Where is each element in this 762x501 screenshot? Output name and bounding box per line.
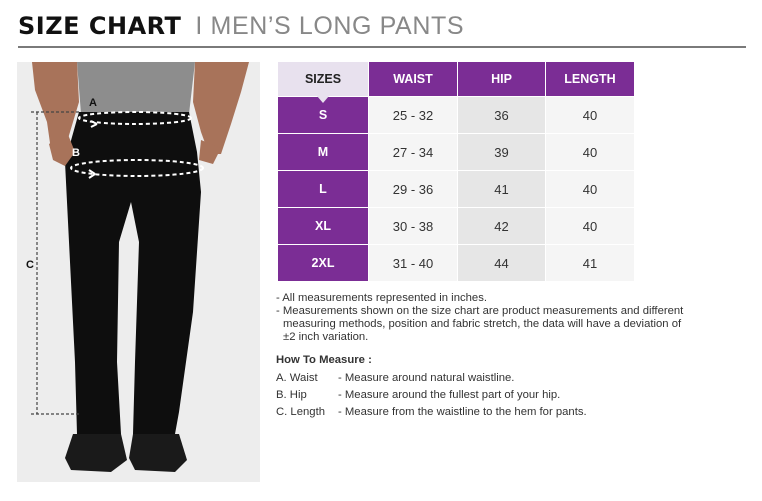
- pants-model-illustration: [17, 62, 260, 482]
- label-b: B: [72, 147, 80, 159]
- page-header: [18, 12, 464, 46]
- hip-cell: 41: [458, 171, 546, 208]
- hip-cell: 39: [458, 134, 546, 171]
- measure-text: - Measure around natural waistline.: [338, 372, 515, 384]
- left-shoe-shape: [65, 434, 127, 472]
- table-row: [278, 97, 635, 134]
- size-cell: L: [278, 171, 369, 208]
- title-divider: [18, 46, 746, 48]
- how-to-measure-list: [276, 372, 587, 423]
- table-row: [278, 171, 635, 208]
- measure-key: B. Hip: [276, 389, 307, 401]
- length-cell: 41: [546, 245, 635, 282]
- caret-icon: [317, 96, 329, 103]
- size-cell: M: [278, 134, 369, 171]
- length-cell: 40: [546, 97, 635, 134]
- hip-cell: 36: [458, 97, 546, 134]
- hip-cell: 44: [458, 245, 546, 282]
- how-to-measure-title: How To Measure :: [276, 354, 372, 366]
- header-hip: HIP: [458, 62, 546, 97]
- note-line: measuring methods, position and fabric stretch, the data will have a deviation of: [283, 318, 682, 330]
- table-row: [278, 245, 635, 282]
- table-row: [278, 208, 635, 245]
- measurement-notes: [276, 292, 746, 344]
- note-line: - Measurements shown on the size chart are product measurements and different: [276, 305, 684, 317]
- size-cell: XL: [278, 208, 369, 245]
- label-c: C: [26, 259, 34, 271]
- page-title: SIZE CHART: [18, 12, 182, 40]
- header-sizes: SIZES: [278, 62, 369, 97]
- waist-cell: 30 - 38: [369, 208, 458, 245]
- measure-key: C. Length: [276, 406, 325, 418]
- right-shoe-shape: [129, 434, 187, 472]
- length-cell: 40: [546, 171, 635, 208]
- model-figure: [17, 62, 260, 482]
- table-header-row: [278, 62, 635, 97]
- size-label: S: [318, 108, 328, 122]
- waist-cell: 27 - 34: [369, 134, 458, 171]
- waist-cell: 31 - 40: [369, 245, 458, 282]
- size-cell: [278, 97, 369, 134]
- measure-key: A. Waist: [276, 372, 318, 384]
- table-row: [278, 134, 635, 171]
- length-cell: 40: [546, 134, 635, 171]
- measure-text: - Measure from the waistline to the hem for pants.: [338, 406, 587, 418]
- header-length: LENGTH: [546, 62, 635, 97]
- note-line: - All measurements represented in inches.: [276, 292, 487, 304]
- list-item: [276, 406, 587, 423]
- waist-cell: 29 - 36: [369, 171, 458, 208]
- note-line: ±2 inch variation.: [283, 331, 369, 343]
- measure-text: - Measure around the fullest part of your hip.: [338, 389, 561, 401]
- hip-cell: 42: [458, 208, 546, 245]
- list-item: [276, 389, 587, 406]
- size-chart-table: [278, 62, 635, 282]
- length-cell: 40: [546, 208, 635, 245]
- page-subtitle: I MEN’S LONG PANTS: [195, 12, 465, 40]
- waist-cell: 25 - 32: [369, 97, 458, 134]
- list-item: [276, 372, 587, 389]
- header-waist: WAIST: [369, 62, 458, 97]
- size-cell: 2XL: [278, 245, 369, 282]
- label-a: A: [89, 97, 97, 109]
